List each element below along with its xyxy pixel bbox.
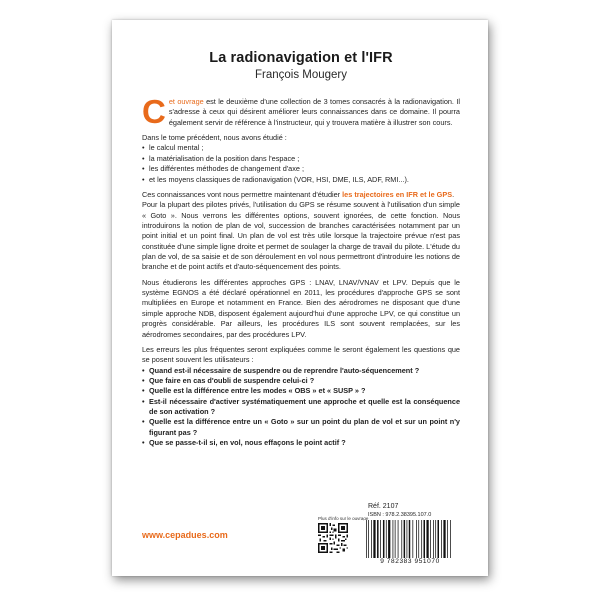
book-author: François Mougery [254,69,348,81]
question-item: • Quelle est la différence entre un « Goto » sur un point du plan de vol et sur un point n'y figurant pas ? [142,417,460,438]
book-back-cover [112,20,488,576]
isbn-number: ISBN : 978.2.38395.107.0 [368,512,432,518]
publisher-website-link[interactable]: www.cepadues.com [142,530,228,540]
intro-text: est le deuxième d'une collection de 3 tomes consacrés à la radionavigation. Il s'adresse à ceux qui désirent améliorer leurs connaissances dans ce domaine. Il pourra également servir de référence à l'instructeur, qui y trouvera matière à illustrer son cours. [168,97,460,127]
study-text: Ces connaissances vont nous permettre maintenant d'étudier [142,189,343,199]
intro-paragraph [142,93,460,130]
intro-lead: et ouvrage [168,97,204,106]
question-item: • Est-il nécessaire d'activer systématiquement une approche et quelle est la conséquence de son activation ? [142,397,460,418]
question-item: • Quand est-il nécessaire de suspendre ou de reprendre l'auto-séquencement ? [142,366,460,376]
list-item: • le calcul mental ; [142,143,460,153]
study-highlight: les trajectoires en IFR et le GPS [342,189,453,199]
question-item: • Que se passe-t-il si, en vol, nous effaçons le point actif ? [142,438,460,448]
questions-list [142,366,460,449]
approaches-paragraph: Nous étudierons les différentes approches GPS : LNAV, LNAV/VNAV et LPV. Depuis que le système EGNOS a été déclaré opérationnel en 2011, les procédures d'approche GPS se sont multipliées en Europe et notamment en France. Bien des aérodromes ne disposant que d'une simple approche NDB, disposent également aujourd'hui d'une approche LPV, ce qui constitue un progrès considérable. Par ailleurs, les procédures ILS sont souvent remplacées, sur les aérodromes secondaires, par des procédures LPV. [142,277,460,339]
question-item: • Quelle est la différence entre les modes « OBS » et « SUSP » ? [142,386,460,396]
barcode-digits: 9 782383 951070 [380,558,440,565]
qr-code-icon [318,523,348,553]
qr-caption: Plus d'info sur le ouvrage [318,516,369,521]
question-item: • Que faire en cas d'oubli de suspendre celui-ci ? [142,376,460,386]
study-punct: . [452,189,455,199]
reference-number: Réf. 2107 [368,503,399,510]
list-item: • et les moyens classiques de radionavigation (VOR, HSI, DME, ILS, ADF, RMI...). [142,175,460,185]
book-description [142,93,460,449]
list-item: • la matérialisation de la position dans l'espace ; [142,154,460,164]
drop-cap: C [142,93,166,130]
previous-volume-heading: Dans le tome précédent, nous avons étudié : [142,133,287,143]
barcode-icon [364,520,456,558]
study-paragraph [142,190,460,200]
gps-paragraph: Pour la plupart des pilotes privés, l'utilisation du GPS se résume souvent à l'utilisation d'un simple « Goto ». Nous verrons les différentes options, souvent ignorées, de cette fonction. Nous introduirons la notion de plan de vol, succession de branches caractérisées notamment par un point initial et un point final. Un plan de vol est très utile lorsque la trajectoire prévue n'est pas constituée d'une simple ligne droite et permet de soulager la charge de travail du pilote. L'étude du plan de vol, de sa saisie et de son déroulement en vol nous permettront d'introduire les notions de branche et de point actifs et d'auto-séquencement des points. [142,200,460,272]
errors-paragraph: Les erreurs les plus fréquentes seront expliquées comme le seront également les questions que se posent souvent les utilisateurs : [142,344,460,365]
list-item: • les différentes méthodes de changement d'axe ; [142,164,460,174]
previous-volume-list [142,143,460,184]
book-title: La radionavigation et l'IFR [209,50,393,66]
